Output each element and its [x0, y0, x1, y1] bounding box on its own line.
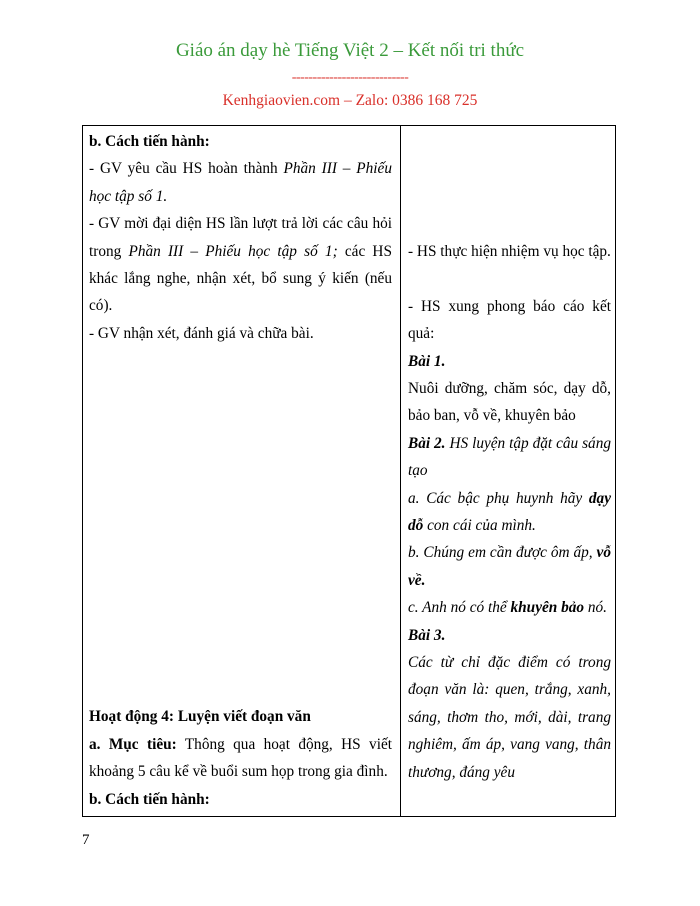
answer-line: c. Anh nó có thể khuyên bảo nó.: [408, 599, 608, 617]
activity-4-block: [89, 703, 392, 813]
answer-line: bảo ban, vỗ về, khuyên bảo: [408, 407, 576, 425]
instruction-line: - GV nhận xét, đánh giá và chữa bài.: [89, 324, 314, 342]
instruction-line: - GV yêu cầu HS hoàn thành Phần III – Phiếu: [89, 160, 392, 178]
answer-line: tạo: [408, 462, 428, 480]
exercise-1-heading: Bài 1.: [408, 352, 446, 370]
exercise-2-heading: Bài 2. HS luyện tập đặt câu sáng: [408, 434, 611, 452]
instruction-line: khác lắng nghe, nhận xét, bổ sung ý kiến (nếu: [89, 270, 392, 288]
answer-line: đoạn văn là: quen, trắng, xanh,: [408, 681, 611, 699]
answer-line: sáng, thơm tho, mới, dài, trang: [408, 708, 611, 726]
procedure-heading: b. Cách tiến hành:: [89, 790, 210, 808]
answer-line: b. Chúng em cần được ôm ấp, vỗ: [408, 544, 611, 562]
answer-line: Nuôi dưỡng, chăm sóc, dạy dỗ,: [408, 380, 611, 398]
instruction-line: có).: [89, 297, 113, 315]
answer-line: nghiêm, ấm áp, vang vang, thân: [408, 736, 611, 754]
page-number: 7: [82, 832, 90, 848]
answer-line: Các từ chỉ đặc điểm có trong: [408, 654, 611, 672]
page-header: [0, 38, 700, 111]
student-line: - HS thực hiện nhiệm vụ học tập.: [408, 243, 611, 260]
answer-line: dỗ con cái của mình.: [408, 517, 536, 535]
contact-line: Kenhgiaovien.com – Zalo: 0386 168 725: [222, 92, 478, 109]
student-line: quả:: [408, 325, 435, 343]
student-activity-column: [408, 238, 611, 786]
answer-line: thương, đáng yêu: [408, 763, 515, 781]
answer-line: a. Các bậc phụ huynh hãy dạy: [408, 489, 611, 507]
lesson-table: [82, 125, 616, 817]
student-line: - HS xung phong báo cáo kết: [408, 297, 611, 315]
exercise-3-heading: Bài 3.: [408, 626, 446, 644]
goal-line: khoảng 5 câu kể về buổi sum họp trong gia đình.: [89, 763, 388, 781]
header-divider: ----------------------------: [291, 70, 409, 85]
teacher-activity-column: [89, 128, 392, 813]
column-divider: [400, 126, 401, 816]
goal-line: a. Mục tiêu: Thông qua hoạt động, HS viết: [89, 735, 392, 753]
document-title: Giáo án dạy hè Tiếng Việt 2 – Kết nối tri thức: [175, 40, 525, 61]
instruction-line: - GV mời đại diện HS lần lượt trả lời các câu hỏi: [89, 215, 392, 233]
instruction-line: học tập số 1.: [89, 187, 168, 205]
procedure-heading: b. Cách tiến hành:: [89, 133, 210, 150]
answer-line: về.: [408, 571, 426, 589]
instruction-line: trong Phần III – Phiếu học tập số 1; các HS: [89, 242, 392, 260]
activity-heading: Hoạt động 4: Luyện viết đoạn văn: [89, 708, 311, 726]
